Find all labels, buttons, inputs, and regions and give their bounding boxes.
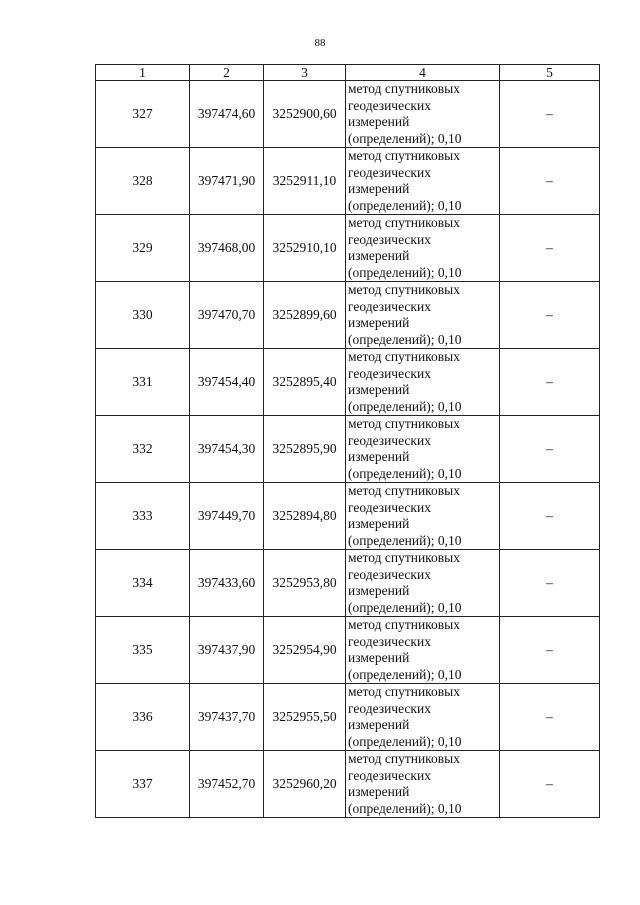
method-line: измерений <box>348 650 410 665</box>
note-cell: – <box>500 81 600 148</box>
header-col-1: 1 <box>96 65 190 81</box>
method-line: (определений); 0,10 <box>348 733 462 749</box>
method-line: геодезических <box>348 97 431 113</box>
note-cell: – <box>500 751 600 818</box>
method-line: измерений <box>348 248 410 263</box>
method-line: метод спутниковых <box>348 751 460 766</box>
table-row <box>96 349 600 416</box>
table-row <box>96 751 600 818</box>
method-line: (определений); 0,10 <box>348 130 462 146</box>
note-cell: – <box>500 282 600 349</box>
method-line: (определений); 0,10 <box>348 465 462 481</box>
x-coordinate-cell: 397433,60 <box>190 550 264 617</box>
page-number: 88 <box>314 37 326 49</box>
method-cell <box>346 81 500 148</box>
y-coordinate-cell: 3252895,40 <box>264 349 346 416</box>
method-line: измерений <box>348 114 410 129</box>
point-number-cell: 334 <box>96 550 190 617</box>
x-coordinate-cell: 397474,60 <box>190 81 264 148</box>
point-number-cell: 329 <box>96 215 190 282</box>
x-coordinate-cell: 397454,30 <box>190 416 264 483</box>
method-line: измерений <box>348 583 410 598</box>
note-cell: – <box>500 416 600 483</box>
method-line: измерений <box>348 382 410 397</box>
method-line: измерений <box>348 181 410 196</box>
method-line: измерений <box>348 449 410 464</box>
method-cell <box>346 617 500 684</box>
method-cell <box>346 684 500 751</box>
method-line: геодезических <box>348 633 431 649</box>
y-coordinate-cell: 3252954,90 <box>264 617 346 684</box>
point-number-cell: 336 <box>96 684 190 751</box>
method-cell <box>346 215 500 282</box>
table-row <box>96 684 600 751</box>
table-row <box>96 617 600 684</box>
note-cell: – <box>500 148 600 215</box>
note-cell: – <box>500 483 600 550</box>
table-row <box>96 148 600 215</box>
method-cell <box>346 751 500 818</box>
x-coordinate-cell: 397437,90 <box>190 617 264 684</box>
method-cell <box>346 550 500 617</box>
point-number-cell: 330 <box>96 282 190 349</box>
header-col-5: 5 <box>500 65 600 81</box>
method-line: геодезических <box>348 700 431 716</box>
method-line: (определений); 0,10 <box>348 331 462 347</box>
x-coordinate-cell: 397471,90 <box>190 148 264 215</box>
method-line: (определений); 0,10 <box>348 666 462 682</box>
method-line: метод спутниковых <box>348 684 460 699</box>
method-cell <box>346 282 500 349</box>
method-line: геодезических <box>348 767 431 783</box>
table-row <box>96 215 600 282</box>
y-coordinate-cell: 3252899,60 <box>264 282 346 349</box>
method-line: (определений); 0,10 <box>348 532 462 548</box>
method-line: метод спутниковых <box>348 483 460 498</box>
header-col-4: 4 <box>346 65 500 81</box>
method-line: (определений); 0,10 <box>348 264 462 280</box>
method-line: измерений <box>348 315 410 330</box>
method-line: метод спутниковых <box>348 550 460 565</box>
note-cell: – <box>500 349 600 416</box>
point-number-cell: 327 <box>96 81 190 148</box>
method-line: (определений); 0,10 <box>348 197 462 213</box>
method-line: метод спутниковых <box>348 416 460 431</box>
method-cell <box>346 349 500 416</box>
method-line: метод спутниковых <box>348 282 460 297</box>
y-coordinate-cell: 3252953,80 <box>264 550 346 617</box>
method-line: геодезических <box>348 298 431 314</box>
y-coordinate-cell: 3252900,60 <box>264 81 346 148</box>
method-line: (определений); 0,10 <box>348 398 462 414</box>
x-coordinate-cell: 397437,70 <box>190 684 264 751</box>
table-row <box>96 282 600 349</box>
method-line: геодезических <box>348 231 431 247</box>
method-line: метод спутниковых <box>348 617 460 632</box>
method-line: геодезических <box>348 164 431 180</box>
method-line: (определений); 0,10 <box>348 800 462 816</box>
method-line: метод спутниковых <box>348 148 460 163</box>
point-number-cell: 332 <box>96 416 190 483</box>
method-line: метод спутниковых <box>348 349 460 364</box>
point-number-cell: 328 <box>96 148 190 215</box>
note-cell: – <box>500 215 600 282</box>
method-cell <box>346 416 500 483</box>
table-header-row <box>96 65 600 81</box>
method-line: метод спутниковых <box>348 215 460 230</box>
method-cell <box>346 148 500 215</box>
point-number-cell: 335 <box>96 617 190 684</box>
table-row <box>96 416 600 483</box>
method-line: метод спутниковых <box>348 81 460 96</box>
method-line: геодезических <box>348 566 431 582</box>
method-line: измерений <box>348 784 410 799</box>
x-coordinate-cell: 397452,70 <box>190 751 264 818</box>
table-row <box>96 483 600 550</box>
x-coordinate-cell: 397449,70 <box>190 483 264 550</box>
y-coordinate-cell: 3252895,90 <box>264 416 346 483</box>
x-coordinate-cell: 397470,70 <box>190 282 264 349</box>
coordinates-table <box>95 64 600 818</box>
y-coordinate-cell: 3252910,10 <box>264 215 346 282</box>
method-line: геодезических <box>348 365 431 381</box>
table-row <box>96 81 600 148</box>
point-number-cell: 333 <box>96 483 190 550</box>
x-coordinate-cell: 397468,00 <box>190 215 264 282</box>
method-cell <box>346 483 500 550</box>
note-cell: – <box>500 684 600 751</box>
note-cell: – <box>500 550 600 617</box>
y-coordinate-cell: 3252894,80 <box>264 483 346 550</box>
y-coordinate-cell: 3252960,20 <box>264 751 346 818</box>
method-line: измерений <box>348 717 410 732</box>
y-coordinate-cell: 3252911,10 <box>264 148 346 215</box>
method-line: (определений); 0,10 <box>348 599 462 615</box>
table-row <box>96 550 600 617</box>
method-line: измерений <box>348 516 410 531</box>
x-coordinate-cell: 397454,40 <box>190 349 264 416</box>
point-number-cell: 337 <box>96 751 190 818</box>
note-cell: – <box>500 617 600 684</box>
method-line: геодезических <box>348 499 431 515</box>
method-line: геодезических <box>348 432 431 448</box>
y-coordinate-cell: 3252955,50 <box>264 684 346 751</box>
header-col-3: 3 <box>264 65 346 81</box>
point-number-cell: 331 <box>96 349 190 416</box>
header-col-2: 2 <box>190 65 264 81</box>
table-body <box>96 81 600 818</box>
